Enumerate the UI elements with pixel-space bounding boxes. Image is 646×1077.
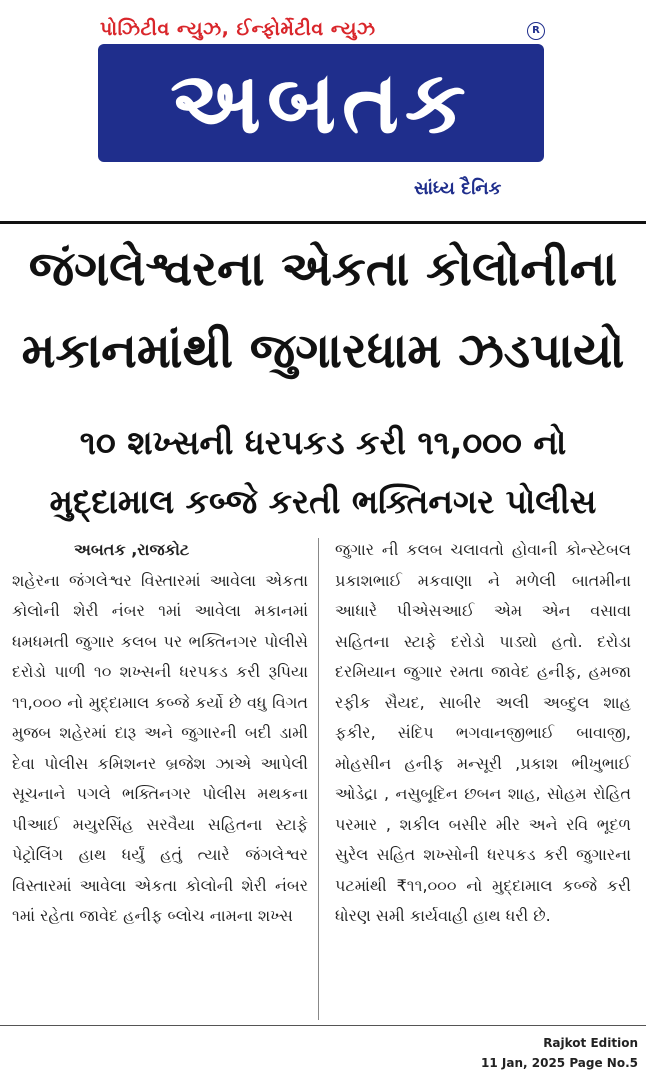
- article-column-2: [335, 535, 631, 1025]
- column-1-text: શહેરના જંગલેશ્વર વિસ્તારમાં આવેલા એકતા કોલોની શેરી નંબર ૧માં આવેલા મકાનમાં ધમધમતી જુગાર કલબ પર ભક્તિનગર પોલીસે દરોડો પાળી ૧૦ શખ્સની ધરપકડ કરી રૂપિયા ૧૧,૦૦૦ નો મુદ્દામાલ કબ્જે કર્યો છે વધુ વિગત મુજબ શહેરમાં દારૂ અને જુગારની બદી ડામી દેવા પોલીસ કમિશનર બ્રજેશ ઝાએ આપેલી સૂચનાને પગલે ભક્તિનગર પોલીસ મથકના પીઆઈ મયુરસિંહ સરવૈયા સહિતના સ્ટાફે પેટ્રોલિંગ હાથ ધર્યું હતું ત્યારે જંગલેશ્વર વિસ્તારમાં આવેલા એકતા કોલોની શેરી નંબર ૧માં રહેતા જાવેદ હનીફ બ્લોચ નામના શખ્સ: [12, 570, 308, 925]
- headline-line-1: જંગલેશ્વરના એકતા કોલોનીના: [28, 241, 618, 297]
- subheadline-line-1: ૧૦ શખ્સની ધરપકડ કરી ૧૧,૦૦૦ નો: [79, 423, 567, 462]
- dateline: અબતક ,રાજકોટ: [74, 540, 190, 559]
- masthead-tagline: પોઝિટીવ ન્યુઝ, ઈન્ફોર્મેટીવ ન્યુઝ: [100, 18, 376, 40]
- article-column-1: [12, 535, 308, 1025]
- masthead: [0, 0, 646, 220]
- footer-date-page: 11 Jan, 2025 Page No.5: [481, 1056, 638, 1070]
- column-divider: [318, 538, 319, 1020]
- footer-edition: Rajkot Edition: [543, 1036, 638, 1050]
- registered-trademark-icon: R: [527, 22, 545, 40]
- subheadline-line-2: મુદ્દામાલ કબ્જે કરતી ભક્તિનગર પોલીસ: [49, 482, 597, 521]
- newspaper-logo: અબતક: [98, 44, 544, 162]
- footer-divider: [0, 1025, 646, 1026]
- column-2-text: જુગાર ની કલબ ચલાવતો હોવાની કોન્સ્ટેબલ પ્રકાશભાઈ મકવાણા ને મળેલી બાતમીના આધારે પીએસઆઈ એમ એન વસાવા સહિતના સ્ટાફે દરોડો પાડ્યો હતો. દરોડા દરમિયાન જુગાર રમતા જાવેદ હનીફ, હમજા રફીક સૈયદ, સાબીર અલી અબ્દુલ શાહ ફકીર, સંદિપ ભગવાનજીભાઈ બાવાજી, મોહસીન હનીફ મન્સૂરી ,પ્રકાશ ભીખુભાઈ ઓડેદ્રા , નસુબૂદિન છબન શાહ, સોહમ રોહિત પરમાર , શકીલ બસીર મીર અને રવિ ભૂદળ સુરેલ સહિત શખ્સોની ધરપકડ કરી જુગારના પટમાંથી ₹૧૧,૦૦૦ નો મુદ્દામાલ કબ્જે કરી ધોરણ સમી કાર્યવાહી હાથ ધરી છે.: [335, 540, 631, 925]
- headline-line-2: મકાનમાંથી જુગારધામ ઝડપાયો: [21, 323, 625, 379]
- edition-type: સાંધ્ય દૈનિક: [414, 178, 502, 199]
- masthead-divider: [0, 221, 646, 224]
